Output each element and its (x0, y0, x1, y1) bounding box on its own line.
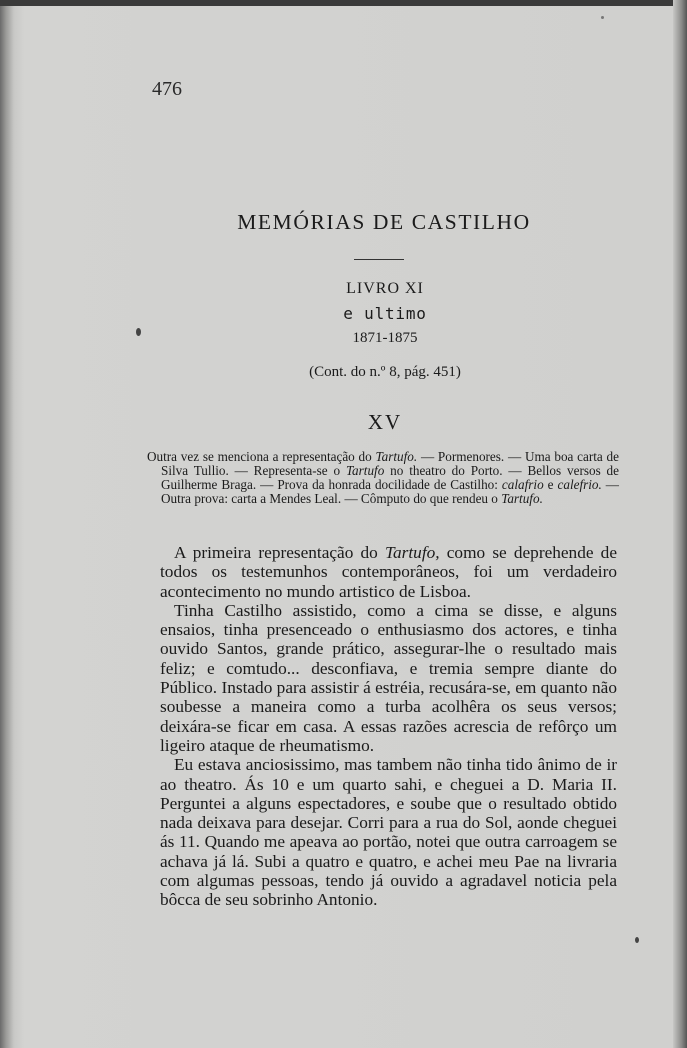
paragraph-3: Eu estava anciosissimo, mas tambem não tinha tido ânimo de ir ao theatro. Ás 10 e um quarto sahi, e cheguei a D. Maria II. Perguntei a alguns espectadores, e soube que o resultado obtido nada deixava para desejar. Corri para a rua do Sol, aonde cheguei ás 11. Quando me apeava ao portão, notei que outra carroagem se achava já lá. Subi a quatro e quatro, e achei meu Pae na livraria com algumas pessoas, tendo já ouvido a agradavel noticia pela bôcca de seu sobrinho Antonio. (160, 755, 617, 910)
page-right-edge (673, 0, 687, 1048)
ink-speck (601, 16, 604, 19)
chapter-summary (147, 450, 619, 506)
chapter-title: MEMÓRIAS DE CASTILHO (237, 210, 531, 234)
summary-text: Outra vez se menciona a representação do Tartufo. — Pormenores. — Uma boa carta de Silva Tullio. — Representa-se o Tartufo no theatro do Porto. — Bellos versos de Guilherme Braga. — Prova da honrada docilidade de Castilho: calafrio e calefrio. — Outra prova: carta a Mendes Leal. — Cômputo do que rendeu o Tartufo. (147, 449, 619, 506)
book-subtitle: e ultimo (343, 304, 427, 323)
ink-speck (136, 328, 141, 336)
ink-speck (635, 937, 639, 943)
paragraph-1: A primeira representação do Tartufo, como se deprehende de todos os testemunhos contemporâneos, foi um verdadeiro acontecimento no mundo artistico de Lisboa. (160, 543, 617, 601)
page-top-edge (0, 0, 687, 6)
continuation-note: (Cont. do n.º 8, pág. 451) (309, 364, 461, 380)
year-range: 1871-1875 (352, 330, 418, 346)
paragraph-2: Tinha Castilho assistido, como a cima se disse, e alguns ensaios, tinha presenceado o enthusiasmo dos actores, e tinha ouvido Santos, grande prático, assegurar-lhe o resultado mais feliz; e comtudo... desconfiava, e tremia sempre diante do Público. Instado para assistir á estréia, recusára-se, em quanto não soubesse a maneira como a turba acolhêra os seus versos; deixára-se ficar em casa. A essas razões acrescia de refôrço um ligeiro ataque de rheumatismo. (160, 600, 617, 755)
chapter-number: XV (367, 410, 403, 434)
body-text (160, 543, 617, 910)
title-divider (354, 259, 404, 260)
page-number: 476 (152, 78, 182, 100)
book-label: LIVRO XI (346, 280, 424, 297)
